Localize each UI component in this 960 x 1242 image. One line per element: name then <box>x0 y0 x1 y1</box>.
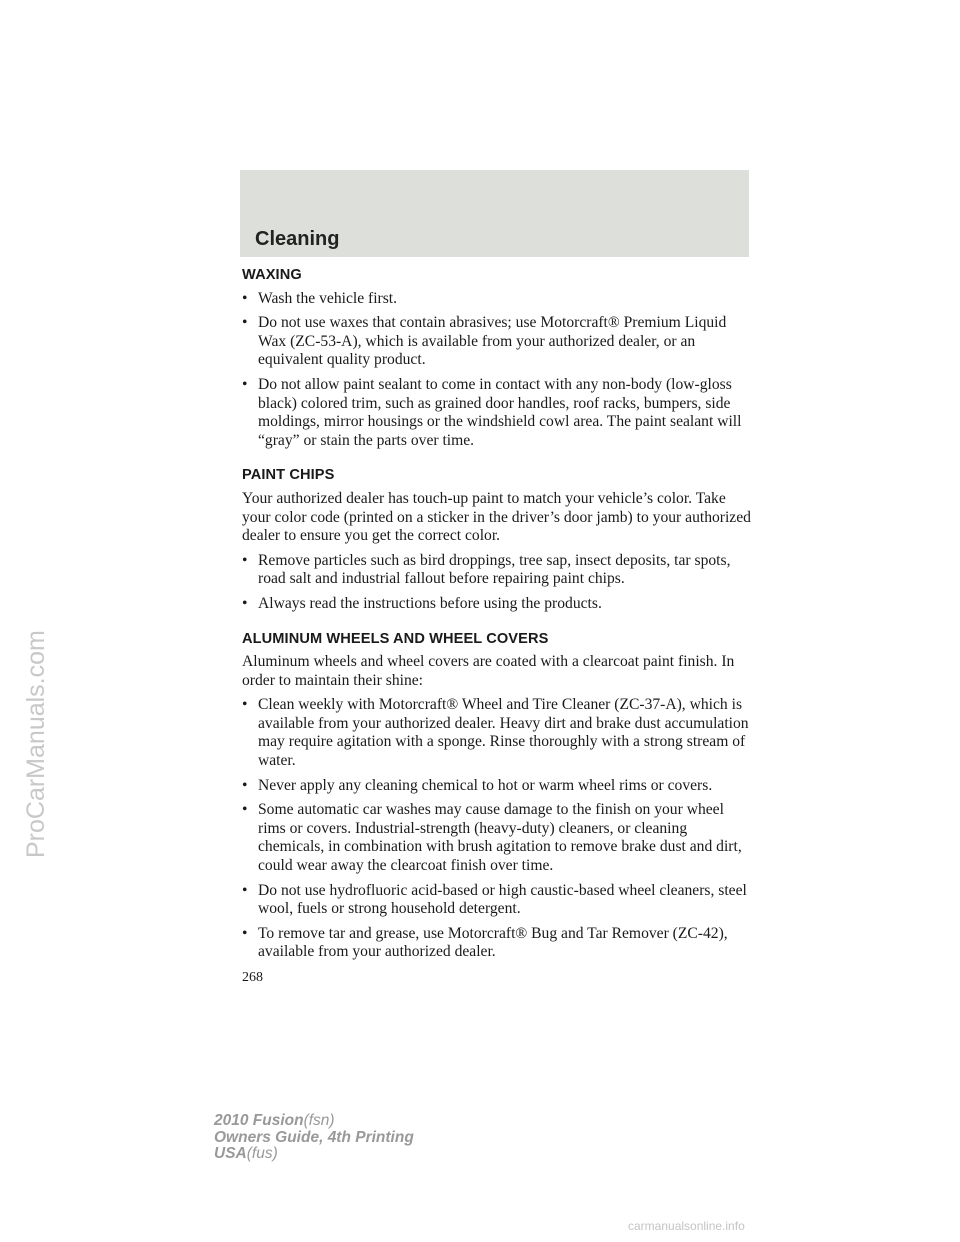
paint-chips-paragraph: Your authorized dealer has touch-up paint to match your vehicle’s color. Take your color code (printed on a sticker in the driver’s door jamb) to your authorized dealer to ensure you get the correct color. <box>242 489 751 545</box>
bullet-icon: • <box>242 924 248 942</box>
bottom-watermark: carmanualsonline.info <box>628 1219 745 1233</box>
bullet-icon: • <box>242 551 248 569</box>
heading-aluminum-wheels: ALUMINUM WHEELS AND WHEEL COVERS <box>242 630 549 647</box>
list-item: • To remove tar and grease, use Motorcraft® Bug and Tar Remover (ZC-42), available from your authorized dealer. <box>242 924 728 961</box>
main-content <box>242 266 754 968</box>
bullet-icon: • <box>242 289 248 307</box>
side-watermark: ProCarManuals.com <box>22 630 50 858</box>
list-item: • Do not use waxes that contain abrasives; use Motorcraft® Premium Liquid Wax (ZC-53-A), which is available from your authorized dealer, or an equivalent quality product. <box>242 314 727 369</box>
page-number: 268 <box>242 970 263 985</box>
section-title: Cleaning <box>255 228 340 250</box>
paint-chips-list <box>242 552 754 614</box>
list-item: • Wash the vehicle first. <box>242 289 398 307</box>
document-footer <box>214 1113 414 1163</box>
list-item: • Remove particles such as bird droppings, tree sap, insect deposits, tar spots, road salt and industrial fallout before repairing paint chips. <box>242 551 731 588</box>
bullet-icon: • <box>242 375 248 393</box>
list-item: • Clean weekly with Motorcraft® Wheel and Tire Cleaner (ZC-37-A), which is available from your authorized dealer. Heavy dirt and brake dust accumulation may require agitation with a sponge. Rinse thoroughly with a strong stream of water. <box>242 696 749 770</box>
list-item: • Never apply any cleaning chemical to hot or warm wheel rims or covers. <box>242 776 713 794</box>
waxing-list <box>242 290 754 451</box>
bullet-icon: • <box>242 594 248 612</box>
footer-line-2: Owners Guide, 4th Printing <box>214 1128 414 1146</box>
footer-line-3: USA(fus) <box>214 1145 278 1162</box>
bullet-icon: • <box>242 776 248 794</box>
list-item: • Some automatic car washes may cause damage to the finish on your wheel rims or covers. Industrial-strength (heavy-duty) cleaners, or cleaning chemicals, in combination with brush agitation to remove brake dust and dirt, could wear away the clearcoat finish over time. <box>242 801 742 875</box>
aluminum-wheels-paragraph: Aluminum wheels and wheel covers are coated with a clearcoat paint finish. In order to maintain their shine: <box>242 653 735 689</box>
list-item: • Do not allow paint sealant to come in contact with any non-body (low-gloss black) colored trim, such as grained door handles, roof racks, bumpers, side moldings, mirror housings or the windshield cowl area. The paint sealant will “gray” or stain the parts over time. <box>242 375 742 449</box>
bullet-icon: • <box>242 881 248 899</box>
list-item: • Always read the instructions before using the products. <box>242 594 602 612</box>
bullet-icon: • <box>242 801 248 819</box>
heading-paint-chips: PAINT CHIPS <box>242 467 335 484</box>
bullet-icon: • <box>242 314 248 332</box>
bullet-icon: • <box>242 696 248 714</box>
footer-line-1: 2010 Fusion(fsn) <box>214 1112 335 1129</box>
heading-waxing: WAXING <box>242 267 302 283</box>
section-header-band <box>240 170 749 257</box>
list-item: • Do not use hydrofluoric acid-based or high caustic-based wheel cleaners, steel wool, fuels or strong household detergent. <box>242 881 747 918</box>
aluminum-wheels-list <box>242 696 754 962</box>
